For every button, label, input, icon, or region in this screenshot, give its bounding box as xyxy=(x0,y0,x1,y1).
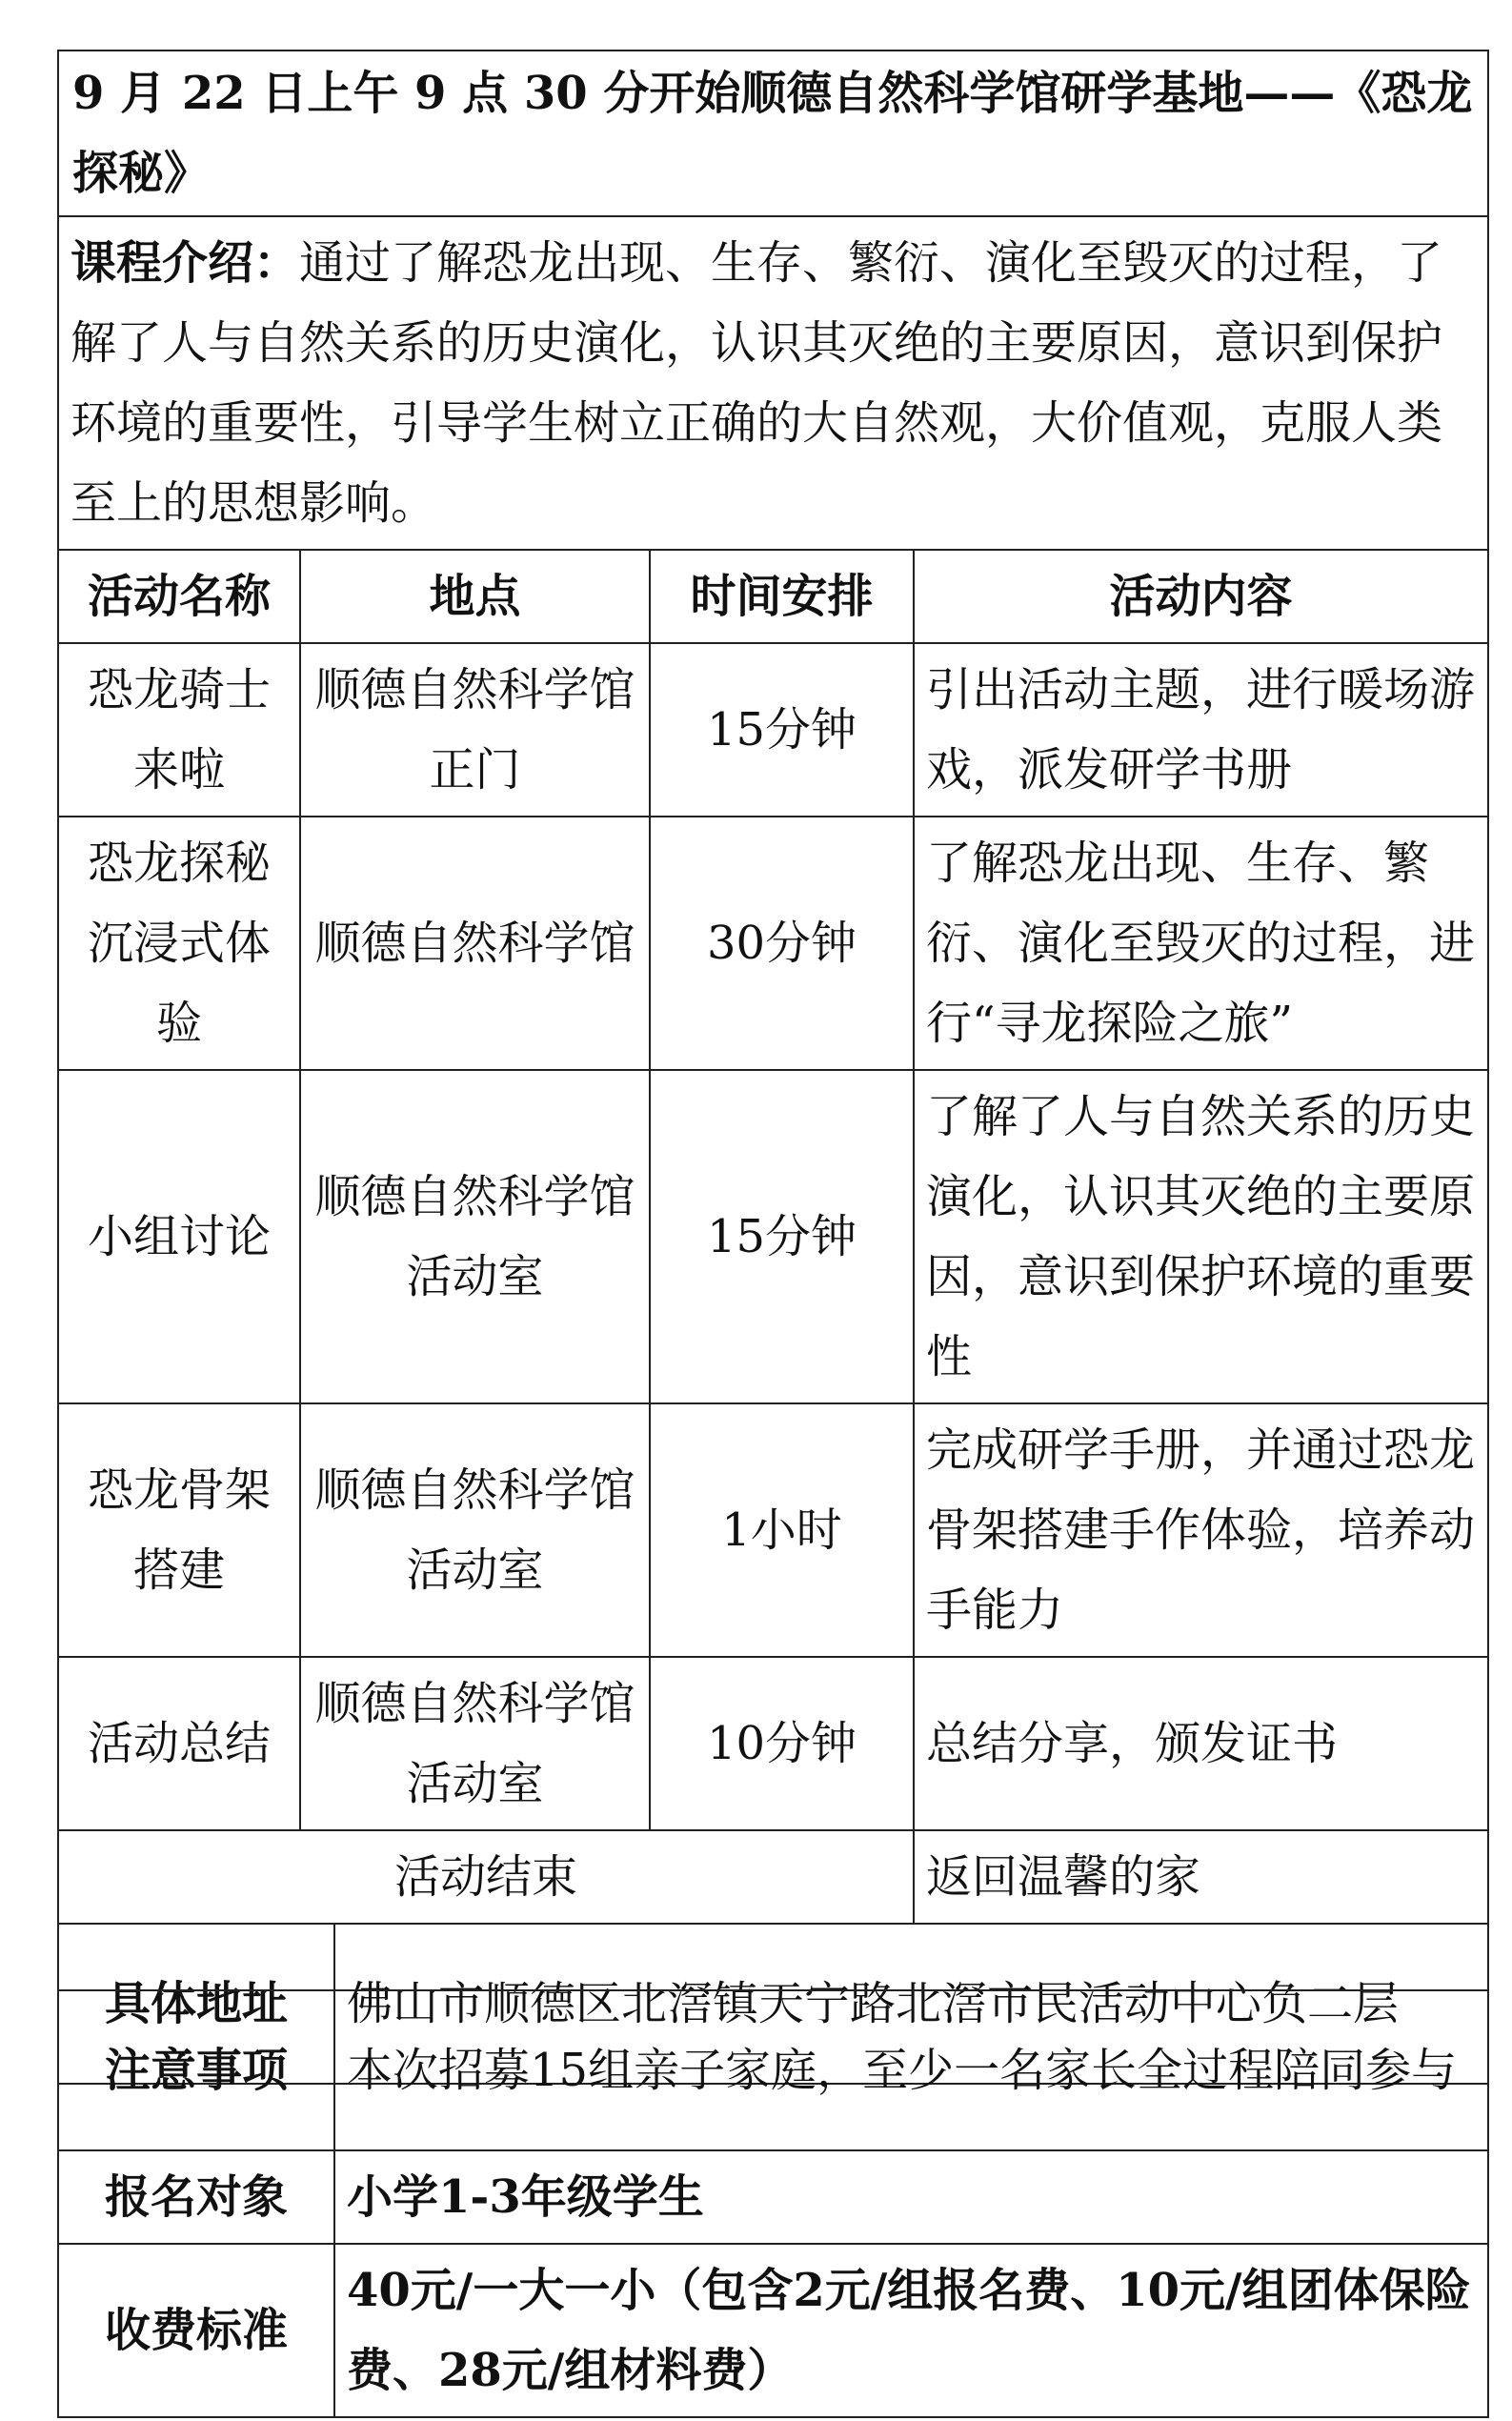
activity-name: 活动总结 xyxy=(58,1657,300,1830)
schedule-table xyxy=(57,50,1489,2085)
activity-time: 30分钟 xyxy=(650,817,914,1070)
title-row xyxy=(58,50,1488,216)
activity-time: 1小时 xyxy=(650,1403,914,1657)
address-label: 具体地址 xyxy=(58,1924,334,2084)
activity-content: 了解了人与自然关系的历史演化，认识其灭绝的主要原因，意识到保护环境的重要性 xyxy=(914,1070,1488,1403)
page-title: 9 月 22 日上午 9 点 30 分开始顺德自然科学馆研学基地——《恐龙探秘》 xyxy=(58,50,1488,216)
notes-value: 本次招募15组亲子家庭，至少一名家长全过程陪同参与 xyxy=(334,1990,1488,2150)
activity-time: 15分钟 xyxy=(650,1070,914,1403)
notice-table xyxy=(57,1989,1489,2418)
header-content: 活动内容 xyxy=(914,550,1488,643)
table-row xyxy=(58,1403,1488,1657)
target-value: 小学1-3年级学生 xyxy=(334,2150,1488,2244)
target-row xyxy=(58,2150,1488,2244)
target-label: 报名对象 xyxy=(58,2150,334,2244)
header-activity-name: 活动名称 xyxy=(58,550,300,643)
table-row xyxy=(58,643,1488,817)
activity-place: 顺德自然科学馆活动室 xyxy=(300,1403,650,1657)
table-row xyxy=(58,1070,1488,1403)
activity-time: 10分钟 xyxy=(650,1657,914,1830)
activity-name: 恐龙探秘沉浸式体验 xyxy=(58,817,300,1070)
intro-row xyxy=(58,216,1488,550)
course-intro xyxy=(58,216,1488,550)
header-time: 时间安排 xyxy=(650,550,914,643)
notes-label: 注意事项 xyxy=(58,1990,334,2150)
activity-place: 顺德自然科学馆活动室 xyxy=(300,1657,650,1830)
end-row xyxy=(58,1830,1488,1924)
activity-content: 完成研学手册，并通过恐龙骨架搭建手作体验，培养动手能力 xyxy=(914,1403,1488,1657)
course-intro-text: 通过了解恐龙出现、生存、繁衍、演化至毁灭的过程，了解了人与自然关系的历史演化，认识其灭绝的主要原因，意识到保护环境的重要性，引导学生树立正确的大自然观，大价值观，克服人类至上的思想影响。 xyxy=(71,236,1443,530)
activity-place: 顺德自然科学馆正门 xyxy=(300,643,650,817)
end-label: 活动结束 xyxy=(58,1830,914,1924)
activity-place: 顺德自然科学馆活动室 xyxy=(300,1070,650,1403)
activity-time: 15分钟 xyxy=(650,643,914,817)
fee-value: 40元/一大一小（包含2元/组报名费、10元/组团体保险费、28元/组材料费） xyxy=(334,2244,1488,2417)
header-row xyxy=(58,550,1488,643)
activity-content: 引出活动主题，进行暖场游戏，派发研学书册 xyxy=(914,643,1488,817)
address-value: 佛山市顺德区北滘镇天宁路北滘市民活动中心负二层 xyxy=(334,1924,1488,2084)
table-row xyxy=(58,1657,1488,1830)
fee-label: 收费标准 xyxy=(58,2244,334,2417)
activity-content: 总结分享，颁发证书 xyxy=(914,1657,1488,1830)
end-content: 返回温馨的家 xyxy=(914,1830,1488,1924)
table-row xyxy=(58,817,1488,1070)
activity-content: 了解恐龙出现、生存、繁衍、演化至毁灭的过程，进行“寻龙探险之旅” xyxy=(914,817,1488,1070)
fee-row xyxy=(58,2244,1488,2417)
activity-place: 顺德自然科学馆 xyxy=(300,817,650,1070)
activity-name: 小组讨论 xyxy=(58,1070,300,1403)
notes-row xyxy=(58,1990,1488,2150)
course-intro-label: 课程介绍： xyxy=(71,236,300,290)
activity-name: 恐龙骨架搭建 xyxy=(58,1403,300,1657)
header-place: 地点 xyxy=(300,550,650,643)
activity-name: 恐龙骑士来啦 xyxy=(58,643,300,817)
